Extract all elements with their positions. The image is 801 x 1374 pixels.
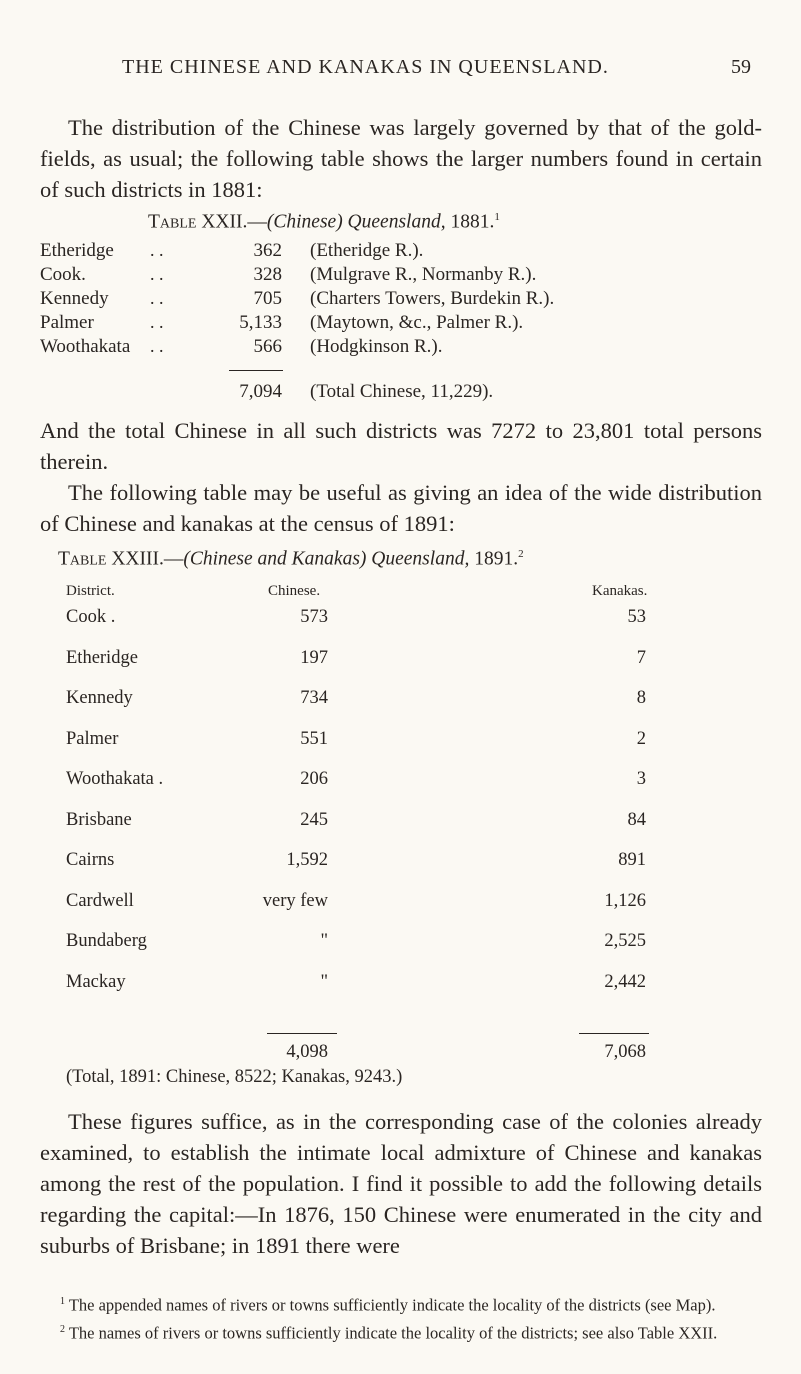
paragraph-1-text: The distribution of the Chinese was largely governed by that of the gold-fields, as usual; the following table shows the larger numbers found in certain of such districts in 1881: (40, 115, 762, 202)
table-23-chinese: 1,592 (286, 850, 328, 870)
footnote-marker: 1 (60, 1296, 65, 1307)
page-number: 59 (731, 56, 751, 78)
table-22-leader-dots: . . (150, 312, 164, 332)
table-22-district: Palmer (40, 312, 94, 333)
table-23-title: (Chinese and Kanakas) Queensland, (183, 548, 470, 570)
table-23-header-kanakas: Kanakas. (592, 583, 648, 599)
table-23-kanakas: 1,126 (604, 890, 646, 911)
table-22-district: Etheridge (40, 240, 114, 261)
table-23-header-district: District. (66, 583, 115, 599)
table-23-total-kanakas: 7,068 (604, 1042, 646, 1062)
table-22-note: (Charters Towers, Burdekin R.). (310, 288, 555, 309)
footnote-text: The appended names of rivers or towns sufficiently indicate the locality of the districts (see Map). (68, 1295, 716, 1315)
paragraph-3 (40, 477, 762, 539)
table-23-chinese: " (320, 971, 328, 992)
table-23-kanakas: 8 (636, 688, 646, 708)
table-22-total-note: (Total Chinese, 11,229). (310, 381, 494, 402)
table-23-year: 1891. (474, 548, 519, 570)
paragraph-1 (40, 112, 762, 205)
table-23-footnote-ref: 2 (518, 548, 524, 560)
table-22-leader-dots: . . (150, 264, 164, 284)
table-23-district: Cairns (66, 850, 115, 870)
table-22-sum-rule (229, 370, 283, 371)
table-22-leader-dots: . . (150, 288, 164, 308)
table-23-district: Palmer (66, 728, 119, 749)
paragraph-4 (40, 1106, 762, 1261)
table-23-total-chinese: 4,098 (286, 1042, 328, 1062)
table-22-caption: Table XXII.—(Chinese) Queensland, 1881.$^1$ (148, 211, 500, 233)
table-23-kanakas: 2 (636, 728, 646, 749)
table-23-chinese: " (320, 931, 328, 951)
table-22-count: 705 (253, 288, 282, 309)
table-22-district: Woothakata (40, 336, 131, 357)
table-23-kanakas-sum-rule (579, 1033, 649, 1034)
table-23-kanakas: 2,525 (604, 931, 646, 951)
table-22-count: 566 (253, 336, 282, 357)
table-23-header-chinese: Chinese. (268, 583, 321, 599)
paragraph-3-text: The following table may be useful as giving an idea of the wide distribution of Chinese and kanakas at the census of 1891: (40, 480, 762, 536)
table-23-district: Mackay (66, 971, 126, 992)
footnote-marker: 2 (60, 1323, 65, 1335)
table-23-kanakas: 3 (636, 769, 646, 789)
footnote (40, 1319, 762, 1345)
paragraph-2-text: And the total Chinese in all such districts was 7272 to 23,801 total persons therein. (40, 418, 762, 474)
table-23-kanakas: 84 (627, 809, 646, 830)
table-23-chinese: 734 (300, 688, 328, 708)
table-22-district: Kennedy (40, 288, 109, 309)
running-title: THE CHINESE AND KANAKAS IN QUEENSLAND. (122, 56, 609, 78)
table-23-chinese: 245 (300, 809, 328, 830)
table-23-caption: Table XXIII.—(Chinese and Kanakas) Queensland, 1891.$^2$ (58, 548, 524, 570)
table-23-chinese: 206 (300, 769, 328, 789)
footnote (40, 1291, 762, 1317)
table-22-note: (Mulgrave R., Normanby R.). (310, 264, 537, 285)
table-22-title: (Chinese) Queensland, (266, 211, 446, 233)
table-23-kanakas: 891 (618, 850, 646, 870)
paragraph-2 (40, 415, 762, 477)
footnote-text: The names of rivers or towns sufficiently indicate the locality of the districts; see also Table XXII. (68, 1323, 718, 1342)
table-23-district: Woothakata . (66, 769, 164, 789)
table-23-chinese: 197 (300, 647, 328, 668)
table-22-year: 1881. (450, 211, 495, 233)
table-23-chinese-sum-rule (267, 1033, 337, 1034)
table-23-chinese: 551 (300, 728, 328, 749)
table-22-note: (Hodgkinson R.). (310, 336, 443, 357)
table-22-count: 5,133 (239, 312, 282, 333)
table-23-kanakas: 7 (636, 647, 646, 668)
table-23-district: Etheridge (66, 647, 138, 668)
table-22-district: Cook. (40, 264, 86, 285)
table-22-count: 362 (253, 240, 282, 261)
table-22-label: Table XXII. (148, 211, 248, 233)
table-22-total: 7,094 (239, 381, 282, 402)
table-22-leader-dots: . . (150, 336, 164, 356)
table-23-label: Table XXIII. (58, 548, 164, 570)
table-22-leader-dots: . . (150, 240, 164, 260)
table-23-total-note: (Total, 1891: Chinese, 8522; Kanakas, 9243.) (66, 1067, 403, 1087)
table-22-count: 328 (253, 264, 282, 285)
table-23-district: Bundaberg (66, 931, 147, 951)
table-23-district: Brisbane (66, 809, 132, 830)
table-22-note: (Maytown, &c., Palmer R.). (310, 312, 524, 333)
table-23-district: Cook . (66, 607, 116, 627)
table-23-district: Kennedy (66, 688, 133, 708)
table-23-kanakas: 53 (627, 607, 646, 627)
footnotes (40, 1291, 762, 1346)
table-23-kanakas: 2,442 (604, 971, 646, 992)
table-23-chinese: 573 (300, 607, 328, 627)
table-23-chinese: very few (262, 890, 328, 911)
table-22-footnote-ref: 1 (494, 211, 500, 223)
paragraph-4-text: These figures suffice, as in the corresponding case of the colonies already examined, to establish the intimate local admixture of Chinese and kanakas among the rest of the population. I find it possible to add the following details regarding the capital:—In 1876, 150 Chinese were enumerated in the city and suburbs of Brisbane; in 1891 there were (40, 1109, 762, 1258)
table-23-district: Cardwell (66, 890, 134, 911)
table-22-note: (Etheridge R.). (310, 240, 424, 261)
